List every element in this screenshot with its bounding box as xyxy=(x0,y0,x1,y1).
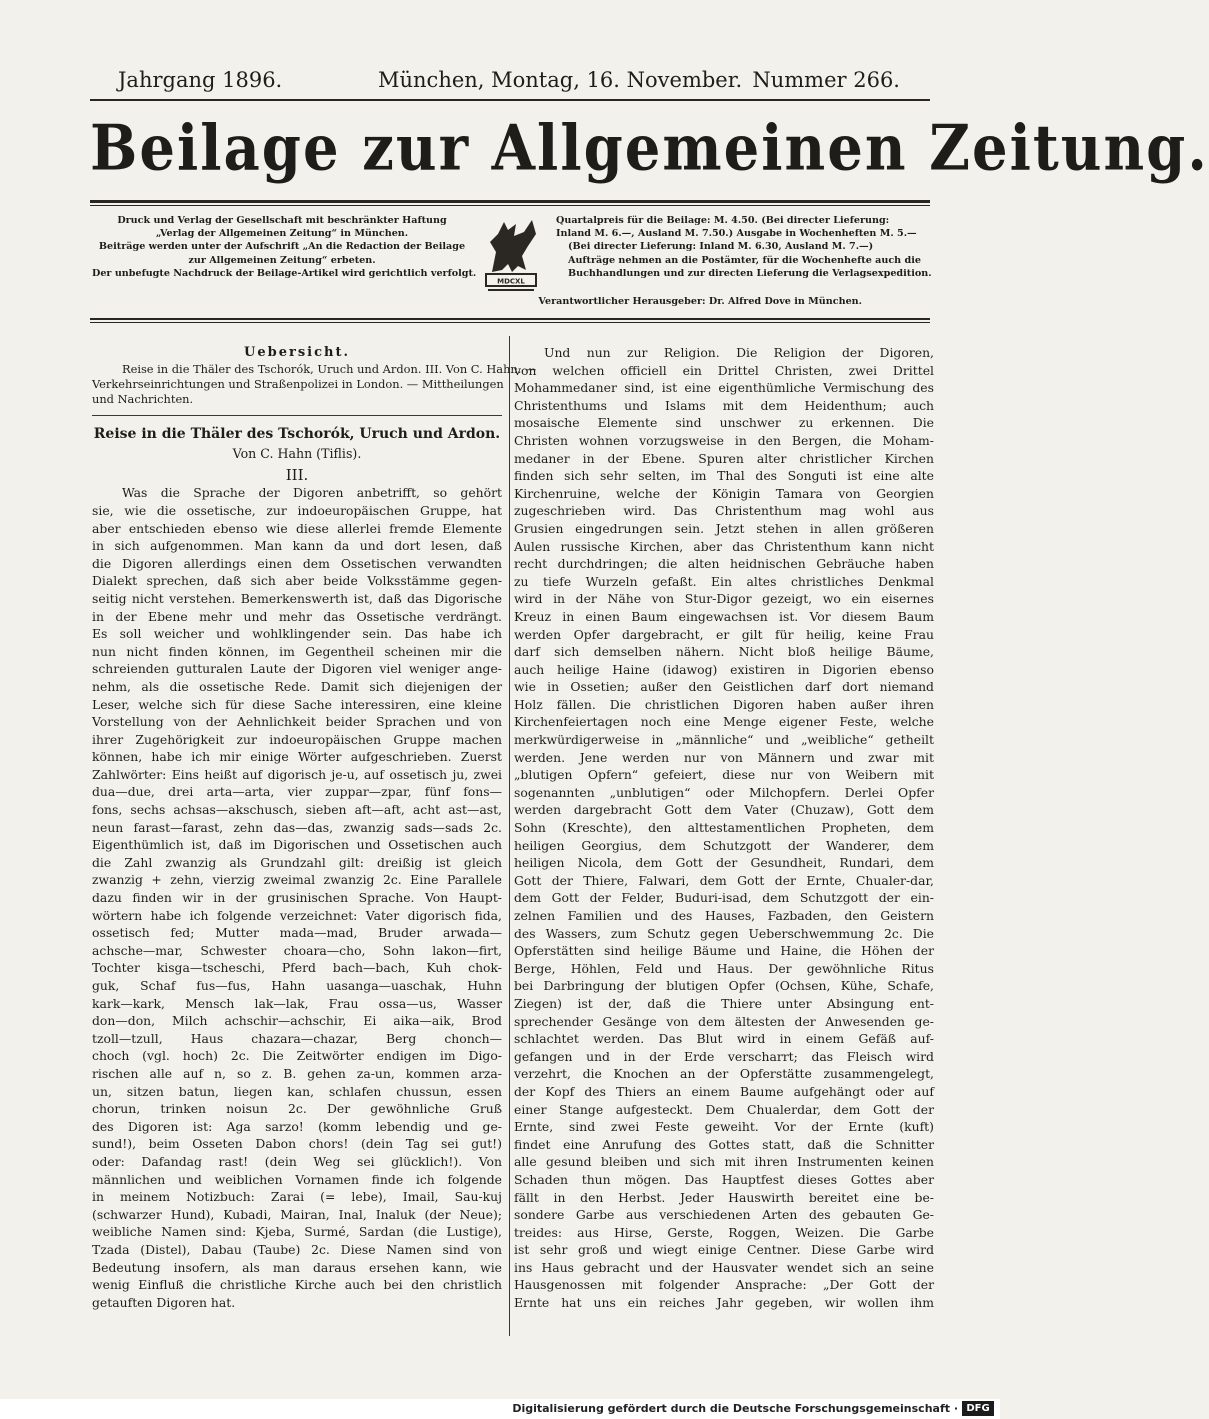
text-line: darf sich demselben nähern. Nicht bloß heilige Bäume, xyxy=(514,644,934,660)
newspaper-title: Beilage zur Allgemeinen Zeitung. xyxy=(90,111,1209,185)
text-line: Gott der Thiere, Falwari, dem Gott der Ernte, Chualer-dar, xyxy=(514,872,934,888)
text-line: seitig nicht verstehen. Bemerkenswerth ist, daß das Digorische xyxy=(92,590,502,606)
text-line: werden Opfer dargebracht, er gilt für heilig, keine Frau xyxy=(514,626,934,642)
text-line: wird in der Nähe von Stur-Digor gezeigt, wo ein eisernes xyxy=(514,591,934,607)
text-line: sprechender Gesänge von dem ältesten der Anwesenden ge- xyxy=(514,1013,934,1029)
text-line: heiligen Georgius, dem Schutzgott der Wanderer, dem xyxy=(514,837,934,853)
text-line: Aulen russische Kirchen, aber das Christenthum kann nicht xyxy=(514,538,934,554)
text-line: sie, wie die ossetische, zur indoeuropäischen Gruppe, hat xyxy=(92,502,502,518)
text-line: werden. Jene werden nur von Männern und zwar mit xyxy=(514,749,934,765)
text-line: in meinem Notizbuch: Zarai (= lebe), Imail, Sau-kuj xyxy=(92,1189,502,1205)
dfg-logo: DFG xyxy=(962,1401,994,1416)
text-line: rischen alle auf n, so z. B. gehen za-un, kommen arza- xyxy=(92,1065,502,1081)
text-line: Ziegen) ist der, daß die Thiere unter Absingung ent- xyxy=(514,995,934,1011)
text-line: verzehrt, die Knochen an der Opferstätte zusammengelegt, xyxy=(514,1066,934,1082)
column-divider xyxy=(509,336,510,1336)
imprint-right xyxy=(556,214,936,280)
text-line: Zahlwörter: Eins heißt auf digorisch je-u, auf ossetisch ju, zwei xyxy=(92,766,502,782)
text-line: fons, sechs achsas—akschusch, sieben aft—aft, acht ast—ast, xyxy=(92,802,502,818)
text-line: treides: aus Hirse, Gerste, Roggen, Weizen. Die Garbe xyxy=(514,1224,934,1240)
text-line: Christenthums und Islams mit dem Heidenthum; auch xyxy=(514,397,934,413)
article-author: Von C. Hahn (Tiflis). xyxy=(232,446,362,462)
text-line: sogenannten „unblutigen“ oder Milchopfern. Derlei Opfer xyxy=(514,784,934,800)
text-line: wörtern habe ich folgende verzeichnet: Vater digorisch fida, xyxy=(92,907,502,923)
text-line: zu tiefe Wurzeln gefaßt. Ein altes christliches Denkmal xyxy=(514,573,934,589)
text-line: Ernte hat uns ein reiches Jahr gegeben, wir wollen ihm xyxy=(514,1295,934,1311)
text-line: in der Ebene mehr und mehr das Ossetische verdrängt. xyxy=(92,608,502,624)
text-line: ist sehr groß und wiegt einige Centner. Diese Garbe wird xyxy=(514,1242,934,1258)
text-line: sund!), beim Osseten Dabon chors! (dein Tag sei gut!) xyxy=(92,1136,502,1152)
text-line: der Kopf des Thiers an einem Baume aufgehängt oder auf xyxy=(514,1083,934,1099)
text-line: Mohammedaner sind, ist eine eigenthümliche Vermischung des xyxy=(514,380,934,396)
text-line: schreienden gutturalen Laute der Digoren viel weniger ange- xyxy=(92,661,502,677)
text-line: können, habe ich mir einige Wörter aufgeschrieben. Zuerst xyxy=(92,749,502,765)
text-line: zugeschrieben wird. Das Christenthum mag wohl aus xyxy=(514,503,934,519)
volume-year: Jahrgang 1896. xyxy=(118,68,283,92)
text-line: Hausgenossen mit folgender Ansprache: „Der Gott der xyxy=(514,1277,934,1293)
text-line: Vorstellung von der Aehnlichkeit beider Sprachen und von xyxy=(92,714,502,730)
text-line: neun farast—farast, zehn das—das, zwanzig sads—sads 2c. xyxy=(92,819,502,835)
text-line: Berge, Höhlen, Feld und Haus. Der gewöhnliche Ritus xyxy=(514,960,934,976)
text-line: guk, Schaf fus—fus, Hahn uasanga—uaschak, Huhn xyxy=(92,978,502,993)
text-line: ins Haus gebracht und der Hausvater wendet sich an seine xyxy=(514,1259,934,1275)
text-line: weibliche Namen sind: Kjeba, Surmé, Sardan (die Lustige), xyxy=(92,1224,502,1240)
text-line: don—don, Milch achschir—achschir, Ei aika—aik, Brod xyxy=(92,1013,502,1029)
issue-number: Nummer 266. xyxy=(752,68,900,92)
text-line: Was die Sprache der Digoren anbetrifft, so gehört xyxy=(122,485,502,501)
text-line: Tzada (Distel), Dabau (Taube) 2c. Diese Namen sind von xyxy=(92,1241,502,1257)
text-line: dua—due, drei arta—arta, vier zuppar—zpar, fünf fons— xyxy=(92,784,502,800)
text-line: recht durchdringen; die alten heidnischen Gebräuche haben xyxy=(514,556,934,572)
text-line: medaner in der Ebene. Spuren alter christlicher Kirchen xyxy=(514,450,934,466)
text-line: Und nun zur Religion. Die Religion der Digoren, xyxy=(544,345,934,360)
text-line: die Digoren allerdings einen dem Ossetischen verwandten xyxy=(92,555,502,571)
header-rule-bottom-thin xyxy=(90,322,930,323)
right-column xyxy=(514,344,934,1312)
text-line: getauften Digoren hat. xyxy=(92,1294,236,1310)
overview-line: Reise in die Thäler des Tschorók, Uruch und Ardon. III. Von C. Hahn. — xyxy=(122,361,537,376)
text-line: un, sitzen batun, liegen kan, schlafen chussun, essen xyxy=(92,1083,502,1099)
text-line: Leser, welche sich für diese Sache interessiren, eine kleine xyxy=(92,696,502,712)
imprint-line: Buchhandlungen und zur directen Lieferung die Verlagsexpedition. xyxy=(568,267,932,279)
text-line: (schwarzer Hund), Kubadi, Mairan, Inal, Inaluk (der Neue); xyxy=(92,1206,502,1222)
imprint-line: Quartalpreis für die Beilage: M. 4.50. (Bei directer Lieferung: xyxy=(556,215,890,226)
text-line: findet eine Anrufung des Gottes statt, daß die Schnitter xyxy=(514,1136,934,1152)
text-line: mosaische Elemente sind unschwer zu erkennen. Die xyxy=(514,415,934,431)
text-line: ihrer Zugehörigkeit zur indoeuropäischen Gruppe machen xyxy=(92,731,502,747)
footer-credit: Digitalisierung gefördert durch die Deutsche Forschungsgemeinschaft · xyxy=(512,1402,958,1415)
imprint-line: Aufträge nehmen an die Postämter, für die Wochenhefte auch die xyxy=(568,254,921,266)
text-line: Dialekt sprechen, daß sich aber beide Volksstämme gegen- xyxy=(92,573,502,589)
text-line: wie in Ossetien; außer den Geistlichen darf dort niemand xyxy=(514,679,934,695)
text-line: Eigenthümlich ist, daß im Digorischen und Ossetischen auch xyxy=(92,837,502,853)
text-line: kark—kark, Mensch lak—lak, Frau ossa—us, Wasser xyxy=(92,995,502,1011)
text-line: chorun, trinken noisun 2c. Der gewöhnliche Gruß xyxy=(92,1101,502,1117)
article-title: Reise in die Thäler des Tschorók, Uruch und Ardon. xyxy=(93,425,501,442)
text-line: achsche—mar, Schwester choara—cho, Sohn lakon—firt, xyxy=(92,942,502,958)
text-line: Kirchenfeiertagen noch eine Menge eigener Feste, welche xyxy=(514,714,934,730)
text-line: zelnen Familien und des Hauses, Fazbaden, den Geistern xyxy=(514,908,934,923)
article-body-left xyxy=(92,484,502,1311)
text-line: ossetisch fed; Mutter mada—mad, Bruder arwada— xyxy=(92,925,502,941)
text-line: Es soll weicher und wohlklingender sein. Das habe ich xyxy=(92,626,502,642)
text-line: nun nicht finden können, im Gegentheil scheinen mir die xyxy=(92,643,502,659)
text-line: oder: Dafandag rast! (dein Weg sei glücklich!). Von xyxy=(92,1153,502,1169)
overview-line: und Nachrichten. xyxy=(92,391,194,406)
overview-line: Verkehrseinrichtungen und Straßenpolizei in London. — Mittheilungen xyxy=(92,376,504,391)
text-line: in sich aufgenommen. Man kann da und dort lesen, daß xyxy=(92,538,502,554)
text-line: von welchen officiell ein Drittel Christen, zwei Drittel xyxy=(514,362,934,378)
text-line: heiligen Nicola, dem Gott der Gesundheit, Rundari, dem xyxy=(514,855,934,871)
text-line: einer Stange aufgesteckt. Dem Chualerdar, dem Gott der xyxy=(514,1101,934,1117)
footer-bar xyxy=(0,1399,1000,1419)
imprint-line: Beiträge werden unter der Aufschrift „An die Redaction der Beilage xyxy=(98,241,466,253)
text-line: nehm, als die ossetische Rede. Damit sich diejenigen der xyxy=(92,678,502,694)
text-line: finden sich sehr selten, im Thal des Songuti ist eine alte xyxy=(514,468,934,484)
text-line: schlachtet werden. Das Blut wird in einem Gefäß auf- xyxy=(514,1031,934,1047)
imprint-line: Druck und Verlag der Gesellschaft mit beschränkter Haftung xyxy=(117,215,447,226)
text-line: Christen wohnen vorzugsweise in den Bergen, die Moham- xyxy=(514,432,934,448)
text-line: merkwürdigerweise in „männliche“ und „weibliche“ getheilt xyxy=(514,732,934,748)
text-line: Holz fällen. Die christlichen Digoren haben außer ihren xyxy=(514,696,934,712)
text-line: Sohn (Kreschte), den alttestamentlichen Propheten, dem xyxy=(514,820,934,836)
imprint-line: Der unbefugte Nachdruck der Beilage-Artikel wird gerichtlich verfolgt. xyxy=(92,267,477,279)
text-line: Bedeutung insofern, als man daraus ersehen kann, wie xyxy=(92,1259,502,1275)
imprint-left xyxy=(92,214,477,280)
text-line: die Zahl zwanzig als Grundzahl gilt: dreißig ist gleich xyxy=(92,854,502,870)
title-rule xyxy=(90,200,930,203)
text-line: werden dargebracht Gott dem Vater (Chuzaw), Gott dem xyxy=(514,802,934,818)
text-line: Schaden thun mögen. Das Hauptfest dieses Gottes aber xyxy=(514,1171,934,1187)
text-line: Opferstätten sind heilige Bäume und Haine, die Höhen der xyxy=(514,943,934,959)
text-line: bei Darbringung der blutigen Opfer (Ochsen, Kühe, Schafe, xyxy=(514,978,934,994)
header-rule-bottom xyxy=(90,318,930,320)
text-line: dazu finden wir in der grusinischen Sprache. Von Haupt- xyxy=(92,890,502,906)
text-line: Kirchenruine, welche der Königin Tamara von Georgien xyxy=(514,485,934,501)
imprint-line: (Bei directer Lieferung: Inland M. 6.30, Ausland M. 7.—) xyxy=(568,241,874,253)
text-line: Ernte, sind zwei Feste geweiht. Vor der Ernte (kuft) xyxy=(514,1119,934,1135)
text-line: zwanzig + zehn, vierzig zweimal zwanzig 2c. Eine Parallele xyxy=(92,872,502,888)
article-body-right xyxy=(514,344,934,1312)
text-line: alle gesund bleiben und sich mit ihren Instrumenten keinen xyxy=(514,1154,934,1170)
imprint-line: zur Allgemeinen Zeitung“ erbeten. xyxy=(188,254,376,266)
place-date: München, Montag, 16. November. xyxy=(378,68,743,92)
text-line: dem Gott der Felder, Buduri-isad, dem Schutzgott der ein- xyxy=(514,890,934,906)
text-line: Tochter kisga—tscheschi, Pferd bach—bach, Kuh chok- xyxy=(92,960,502,976)
text-line: des Digoren ist: Aga sarzo! (komm lebendig und ge- xyxy=(92,1118,502,1134)
griffin-emblem-icon xyxy=(478,212,544,298)
publisher-line: Verantwortlicher Herausgeber: Dr. Alfred Dove in München. xyxy=(538,296,862,307)
title-rule-thin xyxy=(90,205,930,206)
imprint-line: „Verlag der Allgemeinen Zeitung“ in München. xyxy=(155,228,409,240)
masthead-top-line xyxy=(88,68,928,98)
text-line: Kreuz in einen Baum eingewachsen ist. Vor diesem Baum xyxy=(514,608,934,624)
imprint-line: Inland M. 6.—, Ausland M. 7.50.) Ausgabe in Wochenheften M. 5.— xyxy=(556,228,917,240)
text-line: fällt in den Herbst. Jeder Hauswirth bereitet eine be- xyxy=(514,1189,934,1205)
text-line: sondere Garbe aus verschiedenen Arten des gebauten Ge- xyxy=(514,1207,934,1223)
left-column xyxy=(92,344,537,1311)
text-line: aber entschieden ebenso wie diese allerlei fremde Elemente xyxy=(92,520,502,536)
text-line: wenig Einfluß die christliche Kirche auch bei den christlich xyxy=(92,1277,502,1293)
text-line: männlichen und weiblichen Vornamen finde ich folgende xyxy=(92,1171,502,1187)
text-line: des Wassers, zum Schutz gegen Ueberschwemmung 2c. Die xyxy=(514,925,934,941)
article-part: III. xyxy=(285,465,309,484)
emblem-label: MDCXL xyxy=(497,277,525,286)
overview-heading: Uebersicht. xyxy=(244,345,350,360)
overview-rule xyxy=(92,407,502,416)
text-line: choch (vgl. hoch) 2c. Die Zeitwörter endigen im Digo- xyxy=(92,1048,502,1064)
text-line: auch heilige Haine (idawog) existiren in Digorien ebenso xyxy=(514,661,934,677)
text-line: „blutigen Opfern“ gefeiert, diese nur von Weibern mit xyxy=(514,767,934,783)
text-line: tzoll—tzull, Haus chazara—chazar, Berg chonch— xyxy=(92,1030,502,1046)
text-line: gefangen und in der Erde verscharrt; das Fleisch wird xyxy=(514,1048,934,1064)
text-line: Grusien eingedrungen sein. Jetzt stehen in allen größeren xyxy=(514,520,934,536)
